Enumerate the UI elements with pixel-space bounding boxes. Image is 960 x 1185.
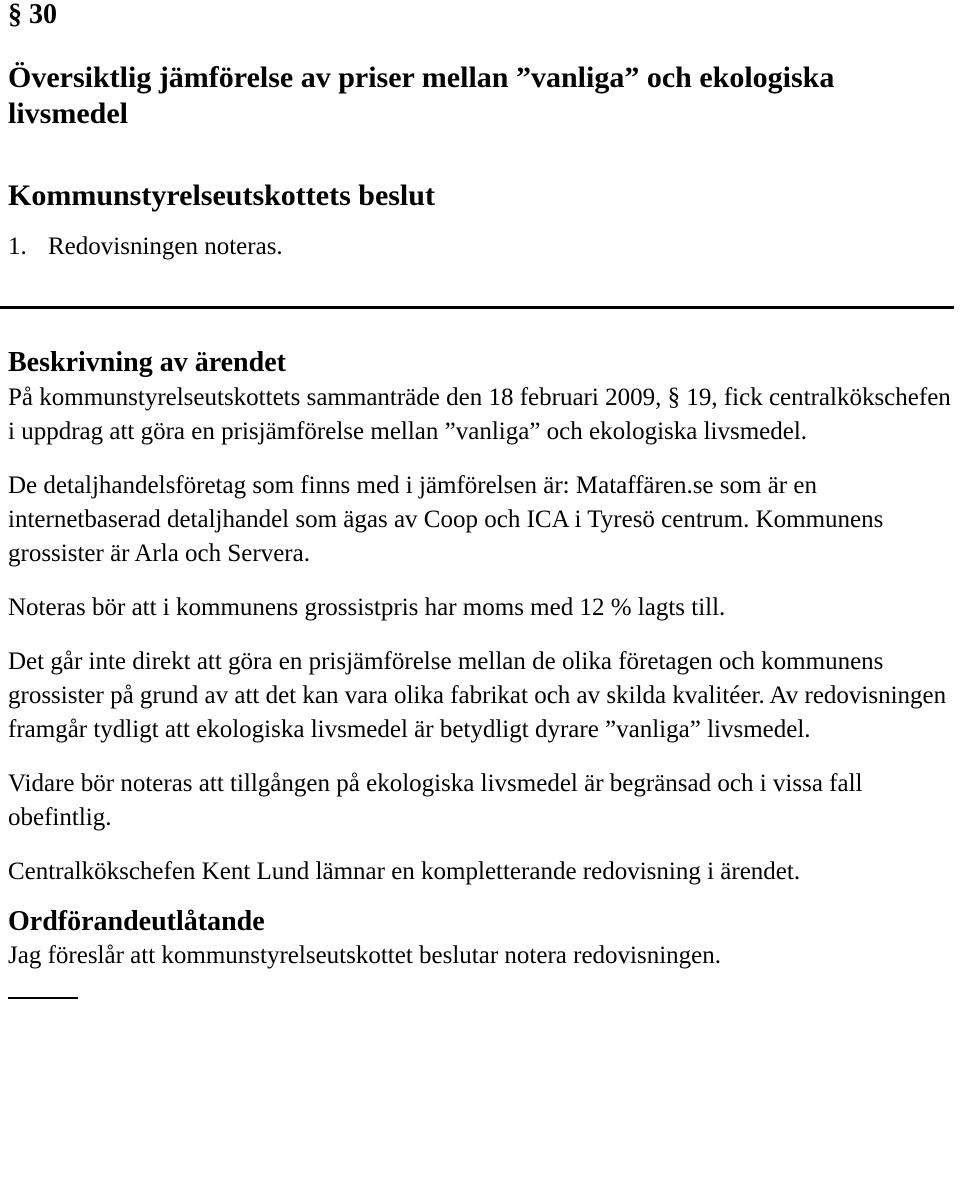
chair-statement-heading: Ordförandeutlåtande	[8, 906, 265, 937]
chair-statement-text: Jag föreslår att kommunstyrelseutskottet beslutar notera redovisningen.	[8, 942, 722, 969]
description-paragraph-6: Centralkökschefen Kent Lund lämnar en kompletterande redovisning i ärendet.	[8, 858, 801, 885]
description-paragraph-5: Vidare bör noteras att tillgången på ekologiska livsmedel är begränsad och i vissa fall obefintlig.	[8, 770, 863, 831]
protocol-page	[8, 0, 954, 999]
description-paragraph-4: Det går inte direkt att göra en prisjämförelse mellan de olika företagen och kommunens grossister på grund av att det kan vara olika fabrikat och av skilda kvalitéer. Av redovisningen framgår tydligt att ekologiska livsmedel är betydligt dyrare ”vanliga” livsmedel.	[8, 648, 947, 743]
decision-heading: Kommunstyrelseutskottets beslut	[8, 179, 435, 212]
description-paragraph-1: På kommunstyrelseutskottets sammanträde den 18 februari 2009, § 19, fick centralkökschefen i uppdrag att göra en prisjämförelse mellan ”vanliga” och ekologiska livsmedel.	[8, 384, 951, 445]
description-paragraph-3: Noteras bör att i kommunens grossistpris har moms med 12 % lagts till.	[8, 594, 726, 621]
document-title-line-2: livsmedel	[8, 97, 128, 130]
document-title	[8, 60, 954, 132]
horizontal-divider	[0, 306, 954, 309]
decision-item-number: 1.	[8, 233, 27, 260]
description-paragraph-2: De detaljhandelsföretag som finns med i jämförelsen är: Mataffären.se som är en internetbaserad detaljhandel som ägas av Coop och ICA i Tyresö centrum. Kommunens grossister är Arla och Servera.	[8, 472, 884, 567]
decision-item-text: Redovisningen noteras.	[48, 233, 283, 260]
decision-item	[8, 232, 954, 262]
description-heading: Beskrivning av ärendet	[8, 347, 286, 378]
section-number: § 30	[8, 0, 57, 30]
document-title-line-1: Översiktlig jämförelse av priser mellan ”vanliga” och ekologiska	[8, 61, 835, 94]
footer-divider	[8, 997, 78, 999]
